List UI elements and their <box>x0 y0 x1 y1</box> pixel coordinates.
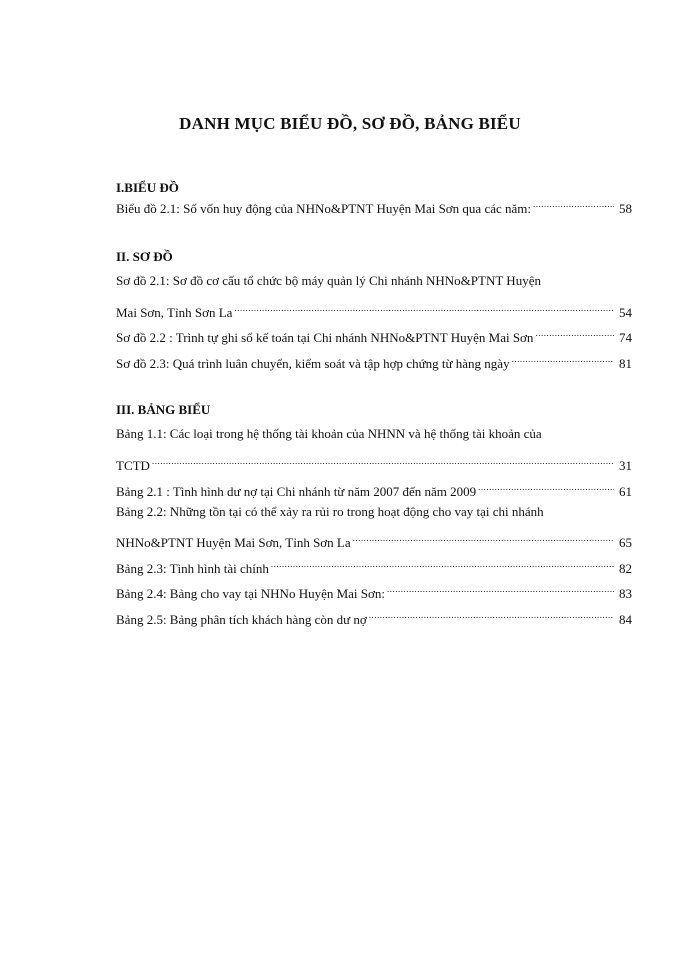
dot-leader <box>234 297 614 317</box>
dot-leader <box>369 604 614 624</box>
toc-entry-text: NHNo&PTNT Huyện Mai Sơn, Tỉnh Sơn La <box>116 535 351 550</box>
toc-entry-bieu-do-2-1[interactable] <box>116 193 632 216</box>
toc-entry-text: Sơ đồ 2.2 : Trình tự ghi sổ kế toán tại Chi nhánh NHNo&PTNT Huyện Mai Sơn <box>116 330 534 345</box>
toc-entry-page: 31 <box>619 458 632 473</box>
toc-entry-page: 54 <box>619 305 632 320</box>
toc-entry-page: 61 <box>619 484 632 499</box>
dot-leader <box>152 450 614 470</box>
toc-entry-bang-2-4[interactable] <box>116 578 632 601</box>
toc-entry-bang-2-2-line2[interactable] <box>116 527 632 550</box>
toc-entry-bang-2-3[interactable] <box>116 553 632 576</box>
toc-entry-text: Bảng 2.2: Những tồn tại có thể xảy ra rủi ro trong hoạt động cho vay tại chi nhánh <box>116 504 544 519</box>
toc-entry-so-do-2-3[interactable] <box>116 348 632 371</box>
toc-entry-bang-2-1[interactable] <box>116 476 632 499</box>
toc-entry-text: TCTD <box>116 458 150 473</box>
toc-entry-text: Bảng 1.1: Các loại trong hệ thống tài khoản của NHNN và hệ thống tài khoản của <box>116 426 542 441</box>
toc-entry-bang-1-1-line1[interactable] <box>116 424 632 444</box>
toc-entry-page: 58 <box>619 201 632 216</box>
toc-entry-text: Biểu đồ 2.1: Số vốn huy động của NHNo&PTNT Huyện Mai Sơn qua các năm: <box>116 201 532 216</box>
toc-entry-page: 83 <box>619 586 632 601</box>
toc-entry-text: Sơ đồ 2.1: Sơ đồ cơ cấu tổ chức bộ máy quản lý Chi nhánh NHNo&PTNT Huyện <box>116 273 541 288</box>
dot-leader <box>533 193 614 213</box>
page-title: DANH MỤC BIỂU ĐỒ, SƠ ĐỒ, BẢNG BIỂU <box>179 114 521 133</box>
toc-entry-page: 82 <box>619 561 632 576</box>
toc-entry-page: 84 <box>619 612 632 627</box>
toc-entry-bang-2-2-line1[interactable] <box>116 502 632 522</box>
dot-leader <box>478 476 614 496</box>
section-heading-bieu-do: I.BIỂU ĐỒ <box>116 180 179 195</box>
section-heading-bang-bieu: III. BẢNG BIỂU <box>116 402 211 417</box>
toc-entry-so-do-2-1-line2[interactable] <box>116 297 632 320</box>
dot-leader <box>271 553 614 573</box>
dot-leader <box>387 578 614 598</box>
toc-entry-so-do-2-1-line1[interactable] <box>116 271 632 291</box>
toc-entry-page: 81 <box>619 356 632 371</box>
toc-entry-text: Bảng 2.3: Tình hình tài chính <box>116 561 269 576</box>
toc-entry-so-do-2-2[interactable] <box>116 322 632 345</box>
toc-entry-text: Bảng 2.4: Bảng cho vay tại NHNo Huyện Mai Sơn: <box>116 586 386 601</box>
toc-entry-text: Mai Sơn, Tỉnh Sơn La <box>116 305 233 320</box>
toc-entry-bang-2-5[interactable] <box>116 604 632 627</box>
dot-leader <box>353 527 614 547</box>
section-heading-so-do: II. SƠ ĐỒ <box>116 249 173 264</box>
toc-entry-page: 65 <box>619 535 632 550</box>
toc-entry-bang-1-1-line2[interactable] <box>116 450 632 473</box>
toc-entry-page: 74 <box>619 330 632 345</box>
dot-leader <box>535 322 614 342</box>
toc-entry-text: Bảng 2.5: Bảng phân tích khách hàng còn dư nợ <box>116 612 367 627</box>
toc-entry-text: Sơ đồ 2.3: Quá trình luân chuyển, kiểm soát và tập hợp chứng từ hàng ngày <box>116 356 510 371</box>
toc-entry-text: Bảng 2.1 : Tình hình dư nợ tại Chi nhánh từ năm 2007 đến năm 2009 <box>116 484 477 499</box>
dot-leader <box>512 348 614 368</box>
